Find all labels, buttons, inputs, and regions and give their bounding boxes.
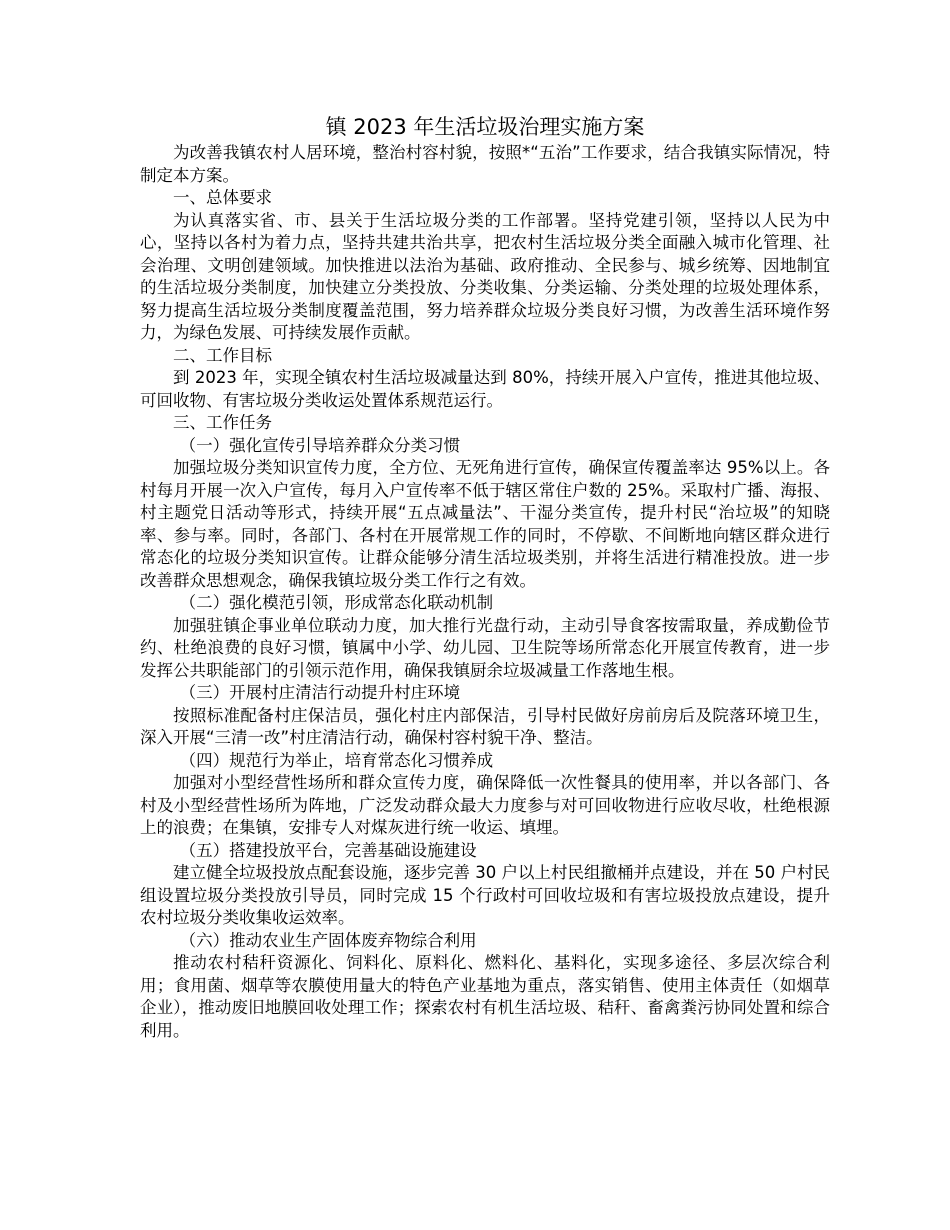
task-2-heading: （二）强化模范引领，形成常态化联动机制	[179, 593, 494, 612]
task-4-heading: （四）规范行为举止，培育常态化习惯养成	[179, 750, 494, 770]
section-2-heading: 二、工作目标	[173, 345, 272, 365]
task-1-body: 加强垃圾分类知识宣传力度，全方位、无死角进行宣传，确保宣传覆盖率达 95%以上。各村每月开展一次入户宣传，每月入户宣传率不低于辖区常住户数的 25%。采取村广播、海报、村主题党日活动等形式，持续开展“五点减量法”、干湿分类宣传，提升村民“治垃圾”的知晓率、参与率。同时，各部门、各村在开展常规工作的同时，不停歇、不间断地向辖区群众进行常态化的垃圾分类知识宣传。让群众能够分清生活垃圾类别，并将生活进行精准投放。进一步改善群众思想观念，确保我镇垃圾分类工作行之有效。	[140, 458, 830, 590]
task-4-body: 加强对小型经营性场所和群众宣传力度，确保降低一次性餐具的使用率，并以各部门、各村及小型经营性场所为阵地，广泛发动群众最大力度参与对可回收物进行应收尽收，杜绝根源上的浪费；在集镇，安排专人对煤灰进行统一收运、填埋。	[140, 773, 830, 837]
task-3-body: 按照标准配备村庄保洁员，强化村庄内部保洁，引导村民做好房前房后及院落环境卫生，深入开展“三清一改”村庄清洁行动，确保村容村貌干净、整洁。	[140, 705, 830, 747]
task-2-body: 加强驻镇企事业单位联动力度，加大推行光盘行动，主动引导食客按需取量，养成勤俭节约、杜绝浪费的良好习惯，镇属中小学、幼儿园、卫生院等场所常态化开展宣传教育，进一步发挥公共职能部门的引领示范作用，确保我镇厨余垃圾减量工作落地生根。	[140, 615, 830, 680]
task-6-heading: （六）推动农业生产固体废弃物综合利用	[179, 930, 477, 950]
task-1-heading: （一）强化宣传引导培养群众分类习惯	[179, 435, 461, 455]
section-1-heading: 一、总体要求	[173, 188, 272, 207]
document-page	[140, 112, 830, 1042]
task-5-heading: （五）搭建投放平台，完善基础设施建设	[179, 840, 477, 860]
task-6-body: 推动农村秸秆资源化、饲料化、原料化、燃料化、基料化，实现多途径、多层次综合利用；食用菌、烟草等农膜使用量大的特色产业基地为重点，落实销售、使用主体责任（如烟草企业），推动废旧地膜回收处理工作；探索农村有机生活垃圾、秸秆、畜禽粪污协同处置和综合利用。	[140, 953, 830, 1040]
document-title: 镇 2023 年生活垃圾治理实施方案	[325, 115, 645, 139]
section-1-body: 为认真落实省、市、县关于生活垃圾分类的工作部署。坚持党建引领，坚持以人民为中心，坚持以各村为着力点，坚持共建共治共享，把农村生活垃圾分类全面融入城市化管理、社会治理、文明创建领域。加快推进以法治为基础、政府推动、全民参与、城乡统筹、因地制宜的生活垃圾分类制度，加快建立分类投放、分类收集、分类运输、分类处理的垃圾处理体系，努力提高生活垃圾分类制度覆盖范围，努力培养群众垃圾分类良好习惯，为改善生活环境作努力，为绿色发展、可持续发展作贡献。	[140, 210, 830, 342]
section-3-heading: 三、工作任务	[173, 413, 272, 432]
intro-paragraph: 为改善我镇农村人居环境，整治村容村貌，按照*“五治”工作要求，结合我镇实际情况，特制定本方案。	[140, 143, 830, 185]
task-5-body: 建立健全垃圾投放点配套设施，逐步完善 30 户以上村民组撤桶并点建设，并在 50 户村民组设置垃圾分类投放引导员，同时完成 15 个行政村可回收垃圾和有害垃圾投放点建设，提升农村垃圾分类收集收运效率。	[140, 863, 830, 927]
section-2-body: 到 2023 年，实现全镇农村生活垃圾减量达到 80%，持续开展入户宣传，推进其他垃圾、可回收物、有害垃圾分类收运处置体系规范运行。	[140, 368, 830, 410]
task-3-heading: （三）开展村庄清洁行动提升村庄环境	[179, 683, 461, 702]
